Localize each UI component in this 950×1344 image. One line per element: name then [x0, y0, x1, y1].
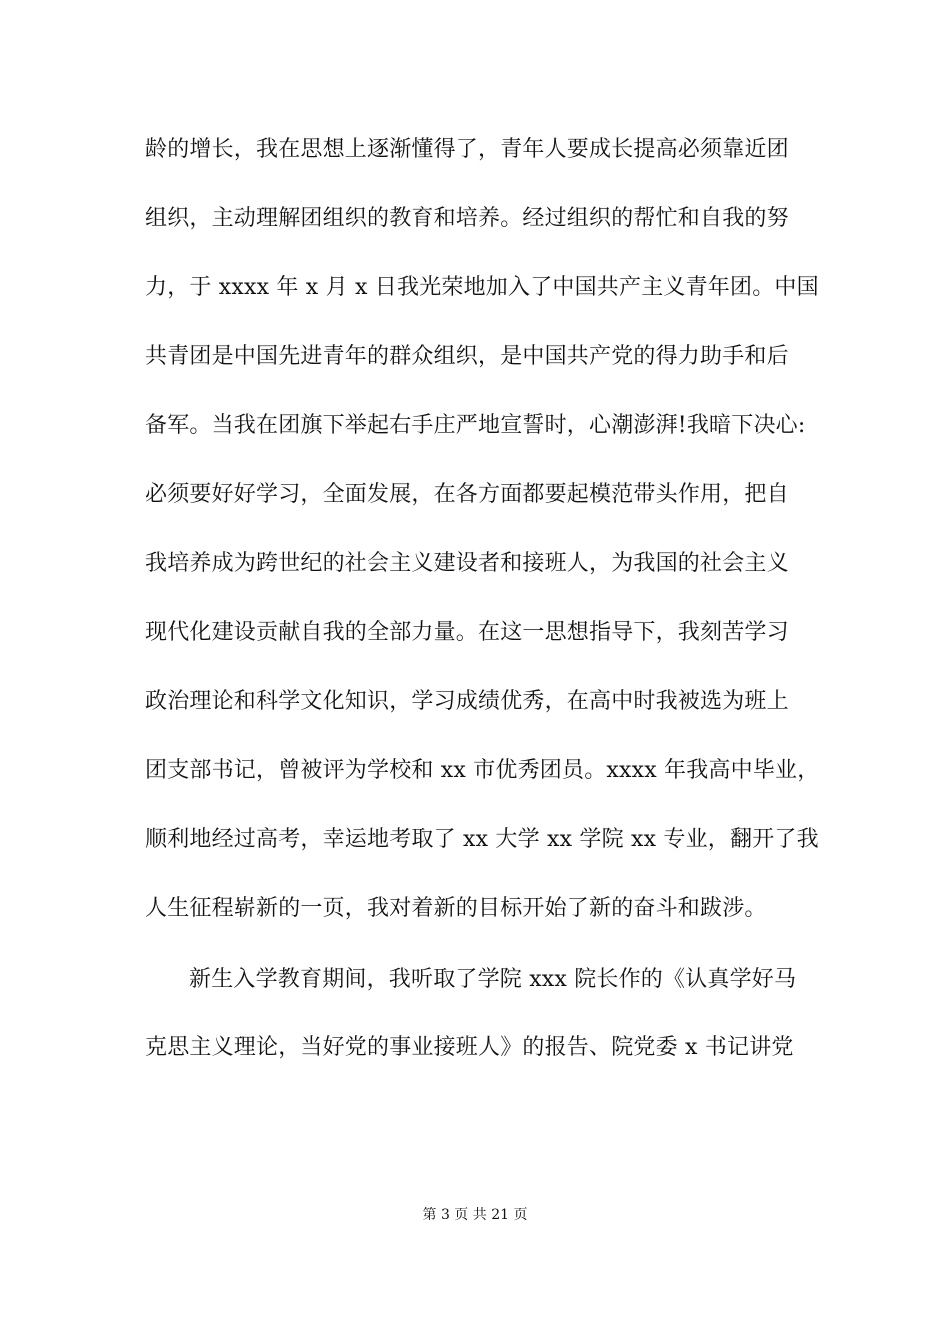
- text-line: 政治理论和科学文化知识，学习成绩优秀，在高中时我被选为班上: [145, 689, 789, 714]
- text-line: 备军。当我在团旗下举起右手庄严地宣誓时，心潮澎湃!我暗下决心:: [145, 413, 806, 438]
- text-line-indented: 新生入学教育期间，我听取了学院 xxx 院长作的《认真学好马: [189, 967, 797, 992]
- page-number-label: 第 3 页 共 21 页: [422, 1207, 528, 1223]
- text-line: 共青团是中国先进青年的群众组织，是中国共产党的得力助手和后: [145, 344, 789, 369]
- text-line: 必须要好好学习，全面发展，在各方面都要起模范带头作用，把自: [145, 482, 789, 507]
- text-line: 团支部书记，曾被评为学校和 xx 市优秀团员。xxxx 年我高中毕业，: [145, 758, 820, 783]
- text-line: 龄的增长，我在思想上逐渐懂得了，青年人要成长提高必须靠近团: [145, 137, 789, 162]
- text-line: 克思主义理论，当好党的事业接班人》的报告、院党委 x 书记讲党: [145, 1035, 794, 1060]
- text-line: 我培养成为跨世纪的社会主义建设者和接班人，为我国的社会主义: [145, 551, 789, 576]
- page-footer: [0, 1205, 950, 1225]
- text-line: 组织，主动理解团组织的教育和培养。经过组织的帮忙和自我的努: [145, 206, 789, 231]
- text-line: 人生征程崭新的一页，我对着新的目标开始了新的奋斗和跋涉。: [145, 896, 767, 921]
- text-line: 现代化建设贡献自我的全部力量。在这一思想指导下，我刻苦学习: [145, 620, 789, 645]
- text-line: 顺利地经过高考，幸运地考取了 xx 大学 xx 学院 xx 专业，翻开了我: [145, 827, 819, 852]
- text-line: 力，于 xxxx 年 x 月 x 日我光荣地加入了中国共产主义青年团。中国: [145, 275, 819, 300]
